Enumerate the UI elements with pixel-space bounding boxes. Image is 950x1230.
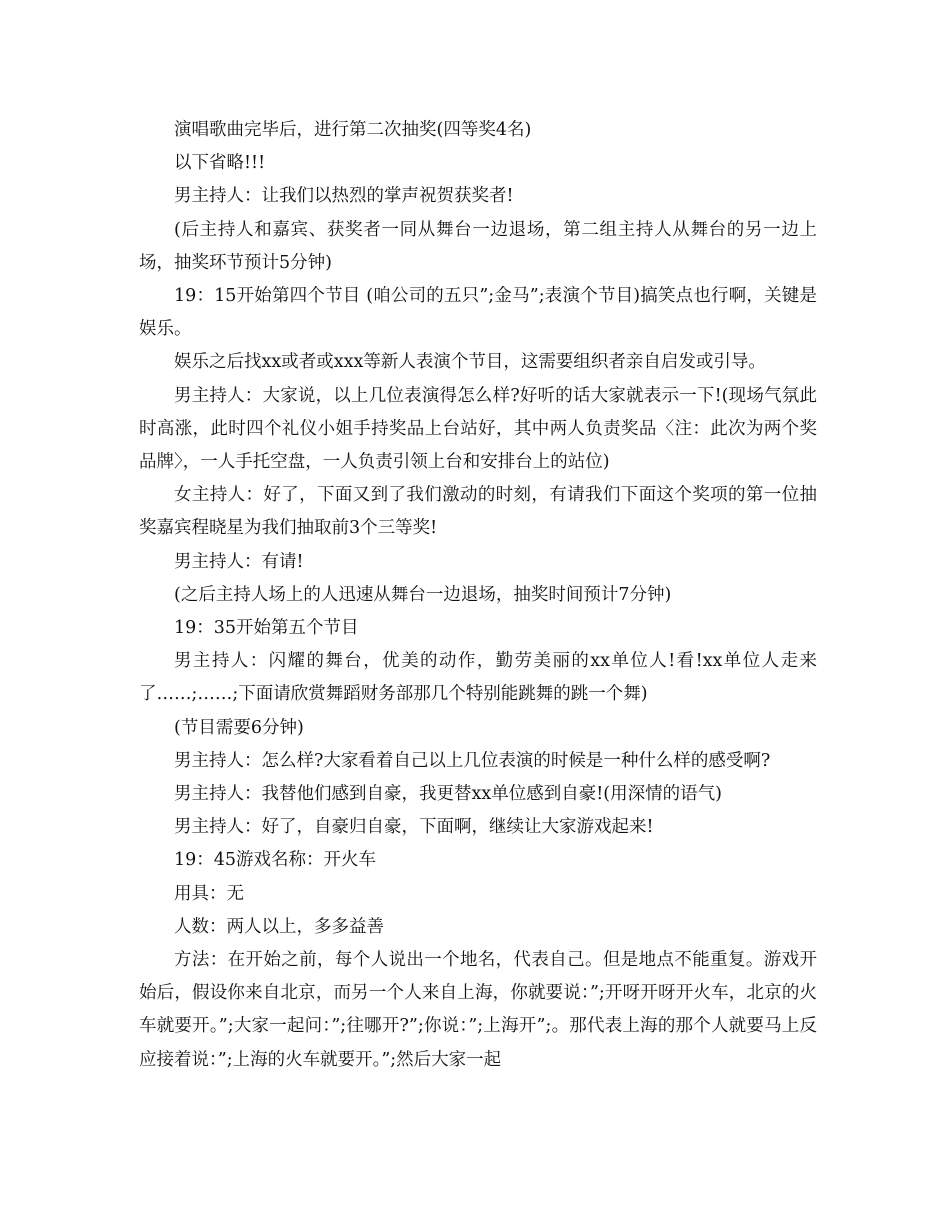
paragraph-female-host-third-prize: 女主持人：好了，下面又到了我们激动的时刻，有请我们下面这个奖项的第一位抽奖嘉宾程晓星为我们抽取前3个三等奖! [139, 485, 817, 539]
paragraph-game-players: 人数：两人以上，多多益善 [174, 916, 384, 937]
paragraph-male-host-dance-intro: 男主持人：闪耀的舞台，优美的动作，勤劳美丽的xx单位人!看!xx单位人走来了……;……;下面请欣赏舞蹈财务部那几个特别能跳舞的跳一个舞) [139, 651, 817, 705]
paragraph-male-host-invite: 男主持人：有请! [174, 551, 304, 572]
paragraph-stage-direction-draw-time: (之后主持人场上的人迅速从舞台一边退场，抽奖时间预计7分钟) [174, 584, 672, 605]
paragraph-male-host-congrats: 男主持人：让我们以热烈的掌声祝贺获奖者! [174, 186, 514, 207]
paragraph-program-duration: (节目需要6分钟) [174, 717, 304, 738]
document-body [139, 114, 817, 1077]
paragraph-game-method: 方法：在开始之前，每个人说出一个地名，代表自己。但是地点不能重复。游戏开始后，假设你来自北京，而另一个人来自上海，你就要说：”;开呀开呀开火车，北京的火车就要开。”;大家一起问：”;往哪开?”;你说：”;上海开”;。那代表上海的那个人就要马上反应接着说：”;上海的火车就要开。”;然后大家一起 [139, 950, 817, 1070]
paragraph-game-name: 19：45游戏名称：开火车 [174, 850, 377, 871]
paragraph-draw-announcement: 演唱歌曲完毕后，进行第二次抽奖(四等奖4名) [174, 120, 532, 140]
paragraph-omitted-note: 以下省略!!! [174, 153, 266, 174]
paragraph-program-four: 19：15开始第四个节目 (咱公司的五只”;金马”;表演个节目)搞笑点也行啊，关键是娱乐。 [139, 286, 817, 340]
paragraph-newcomer-performance: 娱乐之后找xx或者或xxx等新人表演个节目，这需要组织者亲自启发或引导。 [174, 352, 766, 373]
paragraph-male-host-proud: 男主持人：我替他们感到自豪，我更替xx单位感到自豪!(用深情的语气) [174, 784, 722, 805]
paragraph-stage-direction-exit: (后主持人和嘉宾、获奖者一同从舞台一边退场，第二组主持人从舞台的另一边上场，抽奖环节预计5分钟) [139, 219, 817, 273]
paragraph-program-five: 19：35开始第五个节目 [174, 618, 359, 639]
paragraph-male-host-question: 男主持人：怎么样?大家看着自己以上几位表演的时候是一种什么样的感受啊? [174, 750, 771, 771]
paragraph-male-host-prize-setup: 男主持人：大家说，以上几位表演得怎么样?好听的话大家就表示一下!(现场气氛此时高涨，此时四个礼仪小姐手持奖品上台站好，其中两人负责奖品〈注：此次为两个奖品牌〉，一人手托空盘，一人负责引领上台和安排台上的站位) [139, 385, 817, 473]
paragraph-game-tools: 用具：无 [174, 883, 244, 904]
paragraph-male-host-game-intro: 男主持人：好了，自豪归自豪，下面啊，继续让大家游戏起来! [174, 817, 654, 838]
